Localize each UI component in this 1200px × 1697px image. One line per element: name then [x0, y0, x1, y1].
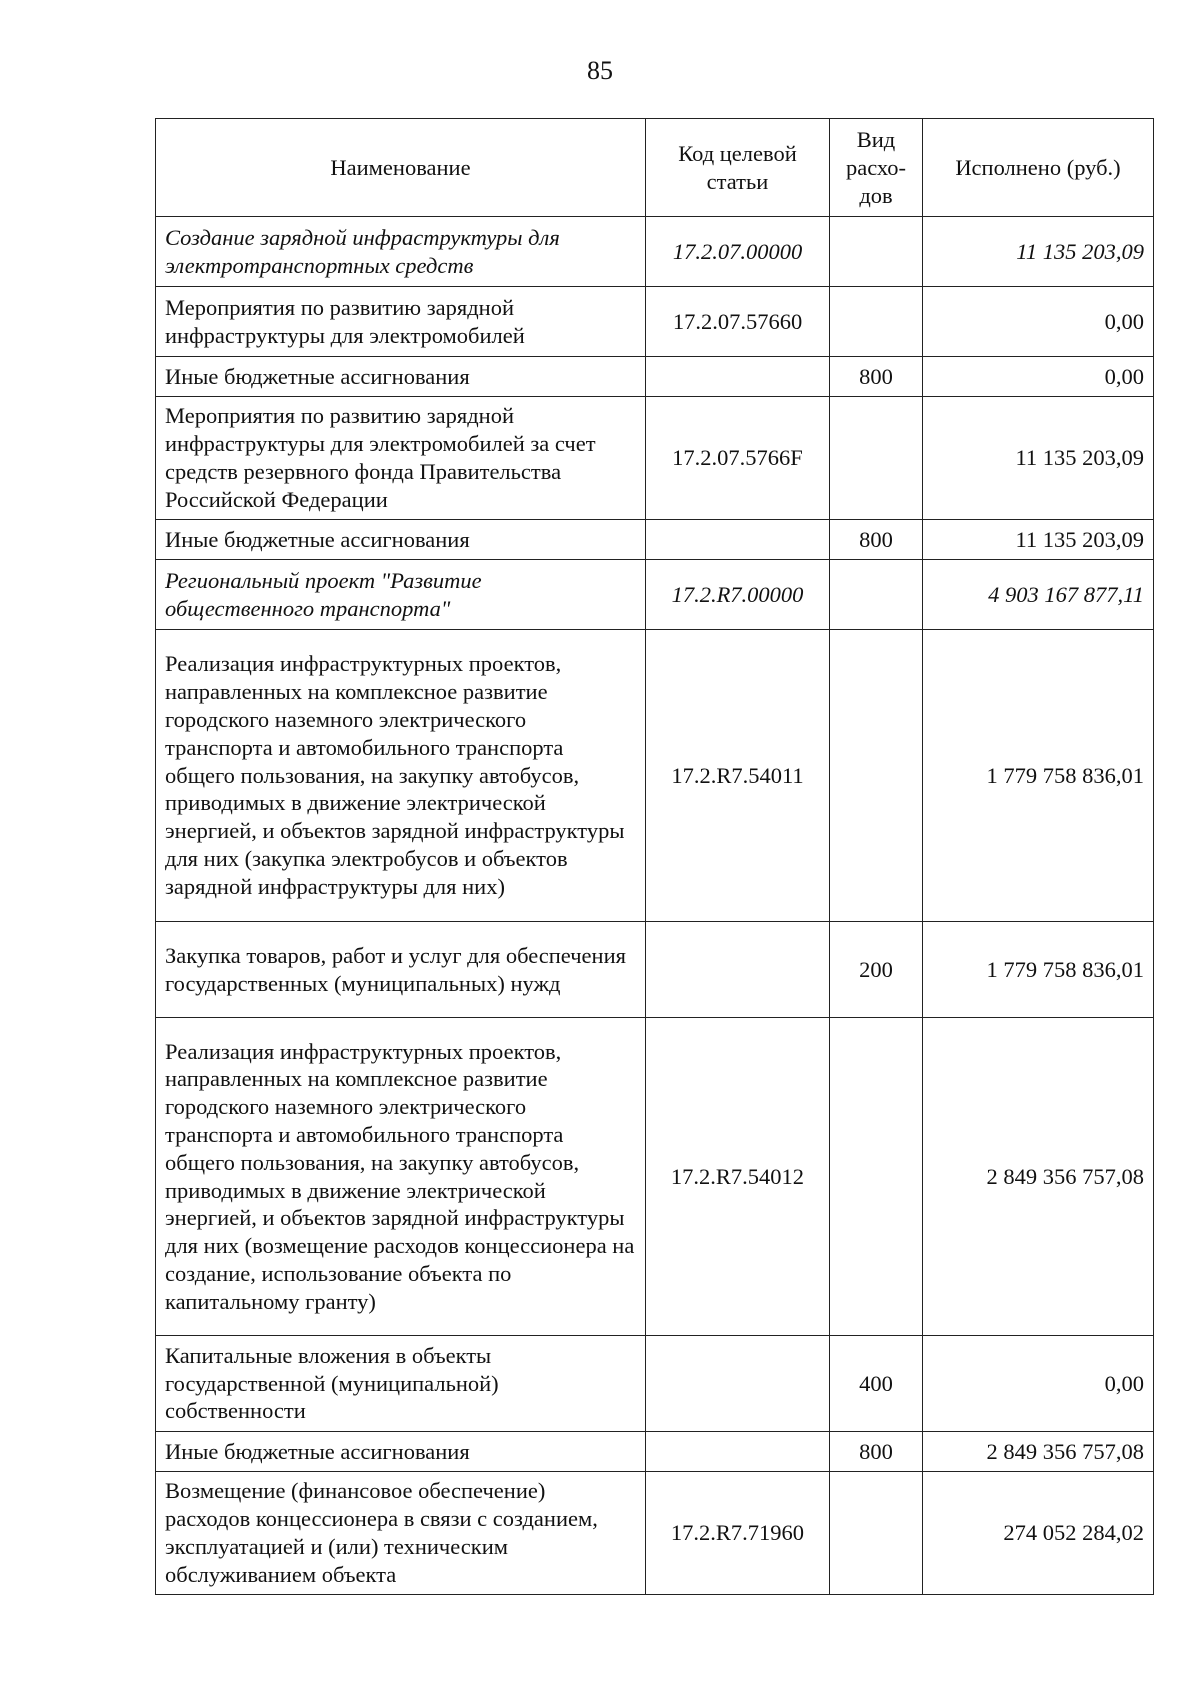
row-type	[830, 217, 923, 287]
row-sum: 2 849 356 757,08	[923, 1432, 1154, 1472]
row-name: Реализация инфраструктурных проектов, направленных на комплексное развитие городского наземного электрического транспорта и автомобильного транспорта общего пользования, на закупку автобусов, приводимых в движение электрической энергией, и объектов зарядной инфраструктуры для них (закупка электробусов и объектов зарядной инфраструктуры для них)	[156, 630, 646, 922]
page-number: 85	[587, 56, 613, 85]
row-name: Региональный проект "Развитие общественного транспорта"	[156, 560, 646, 630]
table-row	[156, 287, 1154, 357]
row-sum: 4 903 167 877,11	[923, 560, 1154, 630]
row-sum: 274 052 284,02	[923, 1472, 1154, 1595]
budget-table	[155, 118, 1154, 1595]
row-code: 17.2.R7.54011	[646, 630, 830, 922]
row-type: 800	[830, 1432, 923, 1472]
row-name: Мероприятия по развитию зарядной инфраструктуры для электромобилей за счет средств резервного фонда Правительства Российской Федерации	[156, 397, 646, 520]
table-header	[156, 119, 1154, 217]
row-code	[646, 1336, 830, 1432]
header-row	[156, 119, 1154, 217]
row-sum: 1 779 758 836,01	[923, 630, 1154, 922]
row-code: 17.2.07.00000	[646, 217, 830, 287]
table-row	[156, 1432, 1154, 1472]
row-type: 200	[830, 922, 923, 1018]
row-sum: 11 135 203,09	[923, 397, 1154, 520]
row-name: Капитальные вложения в объекты государственной (муниципальной) собственности	[156, 1336, 646, 1432]
row-name: Создание зарядной инфраструктуры для электротранспортных средств	[156, 217, 646, 287]
row-name: Иные бюджетные ассигнования	[156, 357, 646, 397]
table-row	[156, 1472, 1154, 1595]
table-body	[156, 217, 1154, 1595]
row-type	[830, 560, 923, 630]
row-name: Иные бюджетные ассигнования	[156, 520, 646, 560]
table-row	[156, 560, 1154, 630]
table-row	[156, 217, 1154, 287]
row-type	[830, 1018, 923, 1336]
row-name: Мероприятия по развитию зарядной инфраструктуры для электромобилей	[156, 287, 646, 357]
row-name: Возмещение (финансовое обеспечение) расходов концессионера в связи с созданием, эксплуатацией и (или) техническим обслуживанием объекта	[156, 1472, 646, 1595]
row-code	[646, 922, 830, 1018]
table-row	[156, 922, 1154, 1018]
table-row	[156, 357, 1154, 397]
row-code: 17.2.R7.54012	[646, 1018, 830, 1336]
row-name: Закупка товаров, работ и услуг для обеспечения государственных (муниципальных) нужд	[156, 922, 646, 1018]
row-sum: 1 779 758 836,01	[923, 922, 1154, 1018]
row-sum: 0,00	[923, 1336, 1154, 1432]
row-code	[646, 1432, 830, 1472]
row-code: 17.2.07.57660	[646, 287, 830, 357]
row-code	[646, 520, 830, 560]
row-type: 800	[830, 520, 923, 560]
row-type: 400	[830, 1336, 923, 1432]
row-sum: 0,00	[923, 357, 1154, 397]
row-sum: 11 135 203,09	[923, 217, 1154, 287]
row-name: Иные бюджетные ассигнования	[156, 1432, 646, 1472]
table-row	[156, 1018, 1154, 1336]
row-code: 17.2.R7.00000	[646, 560, 830, 630]
row-type: 800	[830, 357, 923, 397]
row-name: Реализация инфраструктурных проектов, направленных на комплексное развитие городского наземного электрического транспорта и автомобильного транспорта общего пользования, на закупку автобусов, приводимых в движение электрической энергией, и объектов зарядной инфраструктуры для них (возмещение расходов концессионера на создание, использование объекта по капитальному гранту)	[156, 1018, 646, 1336]
table-row	[156, 1336, 1154, 1432]
table-row	[156, 520, 1154, 560]
row-sum: 11 135 203,09	[923, 520, 1154, 560]
row-type	[830, 287, 923, 357]
row-code: 17.2.07.5766F	[646, 397, 830, 520]
row-sum: 2 849 356 757,08	[923, 1018, 1154, 1336]
header-code: Код целевой статьи	[646, 119, 830, 217]
header-type: Вид расхо-дов	[830, 119, 923, 217]
row-type	[830, 397, 923, 520]
table-row	[156, 397, 1154, 520]
row-type	[830, 1472, 923, 1595]
header-name: Наименование	[156, 119, 646, 217]
row-code: 17.2.R7.71960	[646, 1472, 830, 1595]
row-sum: 0,00	[923, 287, 1154, 357]
row-code	[646, 357, 830, 397]
table-row	[156, 630, 1154, 922]
header-sum: Исполнено (руб.)	[923, 119, 1154, 217]
row-type	[830, 630, 923, 922]
